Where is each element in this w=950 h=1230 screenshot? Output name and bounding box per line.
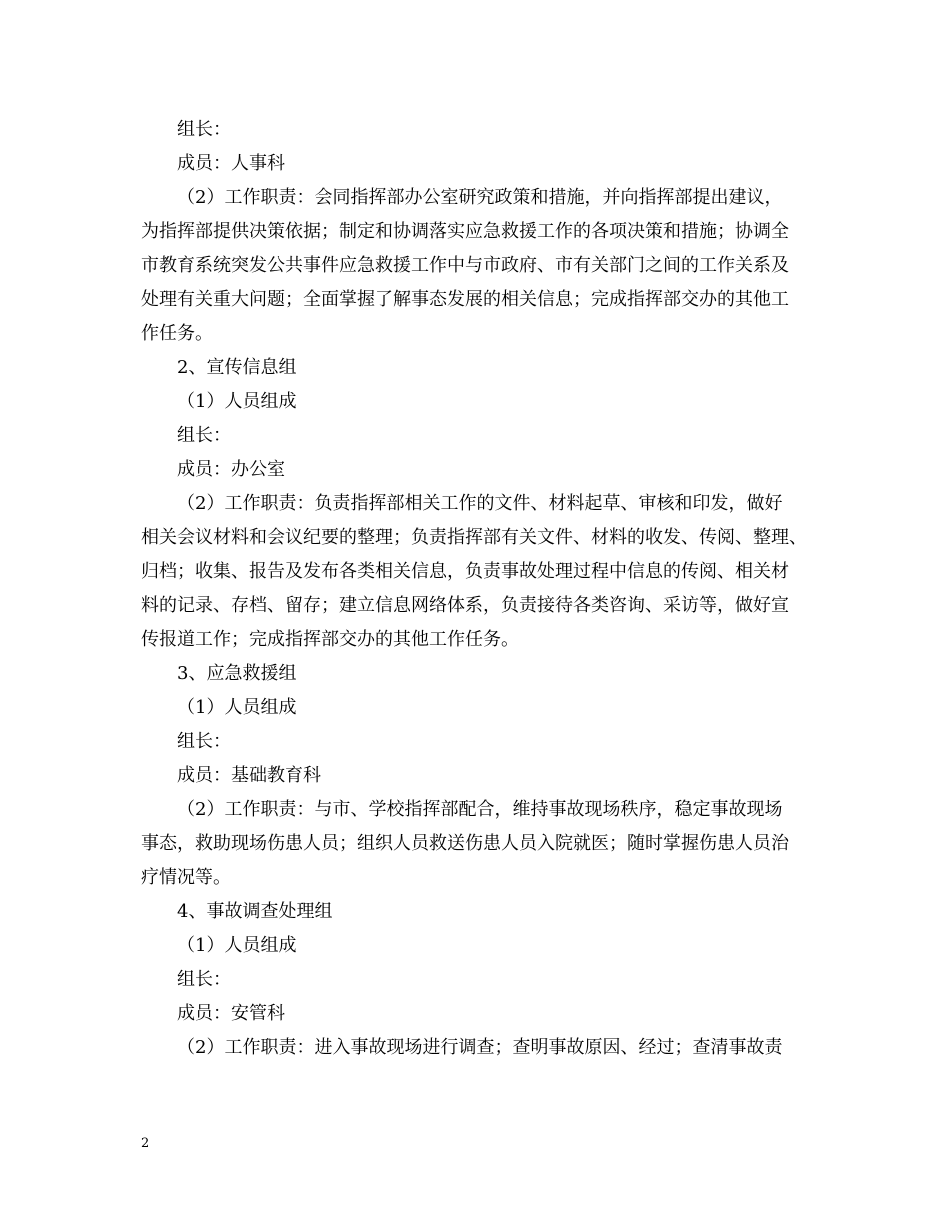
text-line: 归档；收集、报告及发布各类相关信息，负责事故处理过程中信息的传阅、相关材	[141, 561, 789, 582]
text-line: 组长：	[177, 969, 231, 990]
text-line: 疗情况等。	[141, 867, 231, 888]
text-line: 组长：	[177, 425, 231, 446]
text-line: （1）人员组成	[177, 697, 297, 718]
text-line: （2）工作职责：负责指挥部相关工作的文件、材料起草、审核和印发，做好	[177, 493, 783, 514]
text-line: 为指挥部提供决策依据；制定和协调落实应急救援工作的各项决策和措施；协调全	[141, 221, 789, 242]
text-line: （2）工作职责：会同指挥部办公室研究政策和措施，并向指挥部提出建议，	[177, 187, 783, 208]
section-heading: 3、应急救援组	[177, 663, 297, 684]
text-line: 成员：安管科	[177, 1003, 285, 1024]
text-line: （2）工作职责：与市、学校指挥部配合，维持事故现场秩序，稳定事故现场	[177, 799, 783, 820]
text-line: 市教育系统突发公共事件应急救援工作中与市政府、市有关部门之间的工作关系及	[141, 255, 789, 276]
text-line: 组长：	[177, 119, 231, 140]
text-line: 成员：基础教育科	[177, 765, 321, 786]
text-line: 作任务。	[141, 323, 213, 344]
text-line: 事态，救助现场伤患人员；组织人员救送伤患人员入院就医；随时掌握伤患人员治	[141, 833, 789, 854]
text-line: 组长：	[177, 731, 231, 752]
text-line: 处理有关重大问题；全面掌握了解事态发展的相关信息；完成指挥部交办的其他工	[141, 289, 789, 310]
text-line: （1）人员组成	[177, 391, 297, 412]
text-line: 相关会议材料和会议纪要的整理；负责指挥部有关文件、材料的收发、传阅、整理、	[141, 527, 807, 548]
text-line: 料的记录、存档、留存；建立信息网络体系，负责接待各类咨询、采访等，做好宣	[141, 595, 789, 616]
text-line: 成员：办公室	[177, 459, 285, 480]
section-heading: 2、宣传信息组	[177, 357, 297, 378]
text-line: （2）工作职责：进入事故现场进行调查；查明事故原因、经过；查清事故责	[177, 1037, 783, 1058]
text-line: （1）人员组成	[177, 935, 297, 956]
text-line: 成员：人事科	[177, 153, 285, 174]
text-line: 传报道工作；完成指挥部交办的其他工作任务。	[141, 629, 519, 650]
section-heading: 4、事故调查处理组	[177, 901, 333, 922]
page-number: 2	[141, 1136, 150, 1151]
